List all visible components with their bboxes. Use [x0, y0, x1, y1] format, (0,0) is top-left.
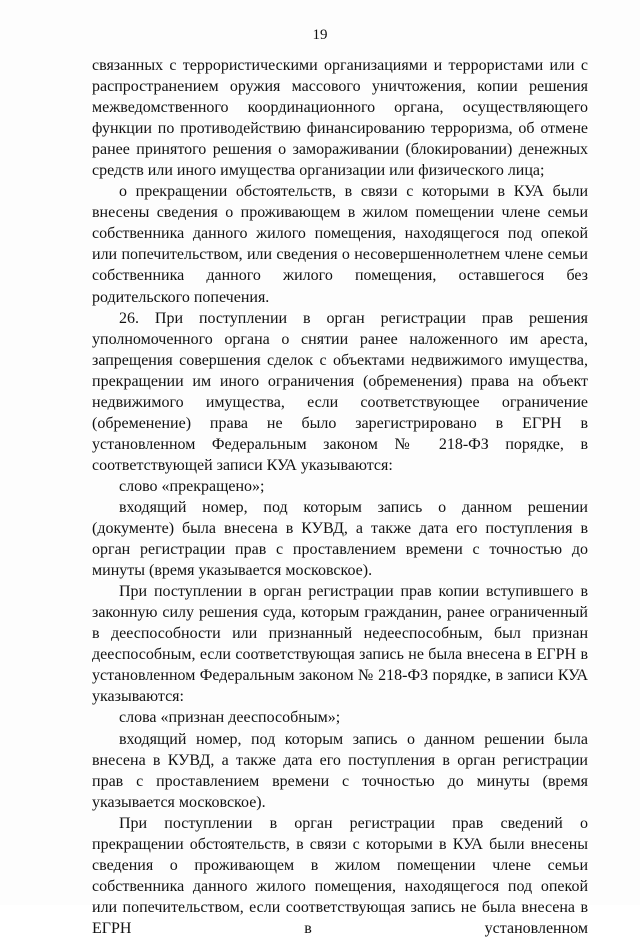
paragraph-continues-next-page: При поступлении в орган регистрации прав сведений о прекращении обстоятельств, в связи с которыми в КУА были внесены сведения о проживающем в жилом помещении члене семьи собственника данного жилого помещения, находящегося под опекой или попечительством, если соответствующая запись не была внесена в ЕГРН в установленном	[92, 814, 588, 937]
paragraph-continued: связанных с террористическими организациями и террористами или с распространением оружия массового уничтожения, копии решения межведомственного координационного органа, осуществляющего функции по противодействию финансированию терроризма, об отмене ранее принятого решения о замораживании (блокировании) денежных средств или иного имущества организации или физического лица;	[92, 57, 588, 180]
paragraph: входящий номер, под которым запись о данном решении была внесена в КУВД, а также дата его поступления в орган регистрации прав с проставлением времени с точностью до минуты (время указывается московское).	[92, 730, 588, 811]
body-text	[92, 55, 588, 939]
paragraph: входящий номер, под которым запись о данном решении (документе) была внесена в КУВД, а также дата его поступления в орган регистрации прав с проставлением времени с точностью до минуты (время указывается московское).	[92, 498, 588, 580]
paragraph: слово «прекращено»;	[119, 477, 265, 495]
paragraph: слова «признан дееспособным»;	[119, 709, 341, 727]
paragraph-clause-26: 26. При поступлении в орган регистрации прав решения уполномоченного органа о снятии ранее наложенного им ареста, запрещения совершения сделок с объектами недвижимого имущества, прекращении им иного ограничения (обременения) права на объект недвижимого имущества, если соответствующее ограничение (обременение) права не было зарегистрировано в ЕГРН в установленном Федеральным законом № 218-ФЗ порядке, в соответствующей записи КУА указываются:	[92, 309, 588, 474]
paragraph: о прекращении обстоятельств, в связи с которыми в КУА были внесены сведения о проживающем в жилом помещении члене семьи собственника данного жилого помещения, находящегося под опекой или попечительством, или сведения о несовершеннолетнем члене семьи собственника данного жилого помещения, оставшегося без родительского попечения.	[92, 183, 588, 306]
page-number: 19	[312, 27, 328, 43]
paragraph: При поступлении в орган регистрации прав копии вступившего в законную силу решения суда, которым гражданин, ранее ограниченный в дееспособности или признанный недееспособным, был признан дееспособным, если соответствующая запись не была внесена в ЕГРН в установленном Федеральным законом № 218-ФЗ порядке, в записи КУА указываются:	[92, 583, 588, 706]
